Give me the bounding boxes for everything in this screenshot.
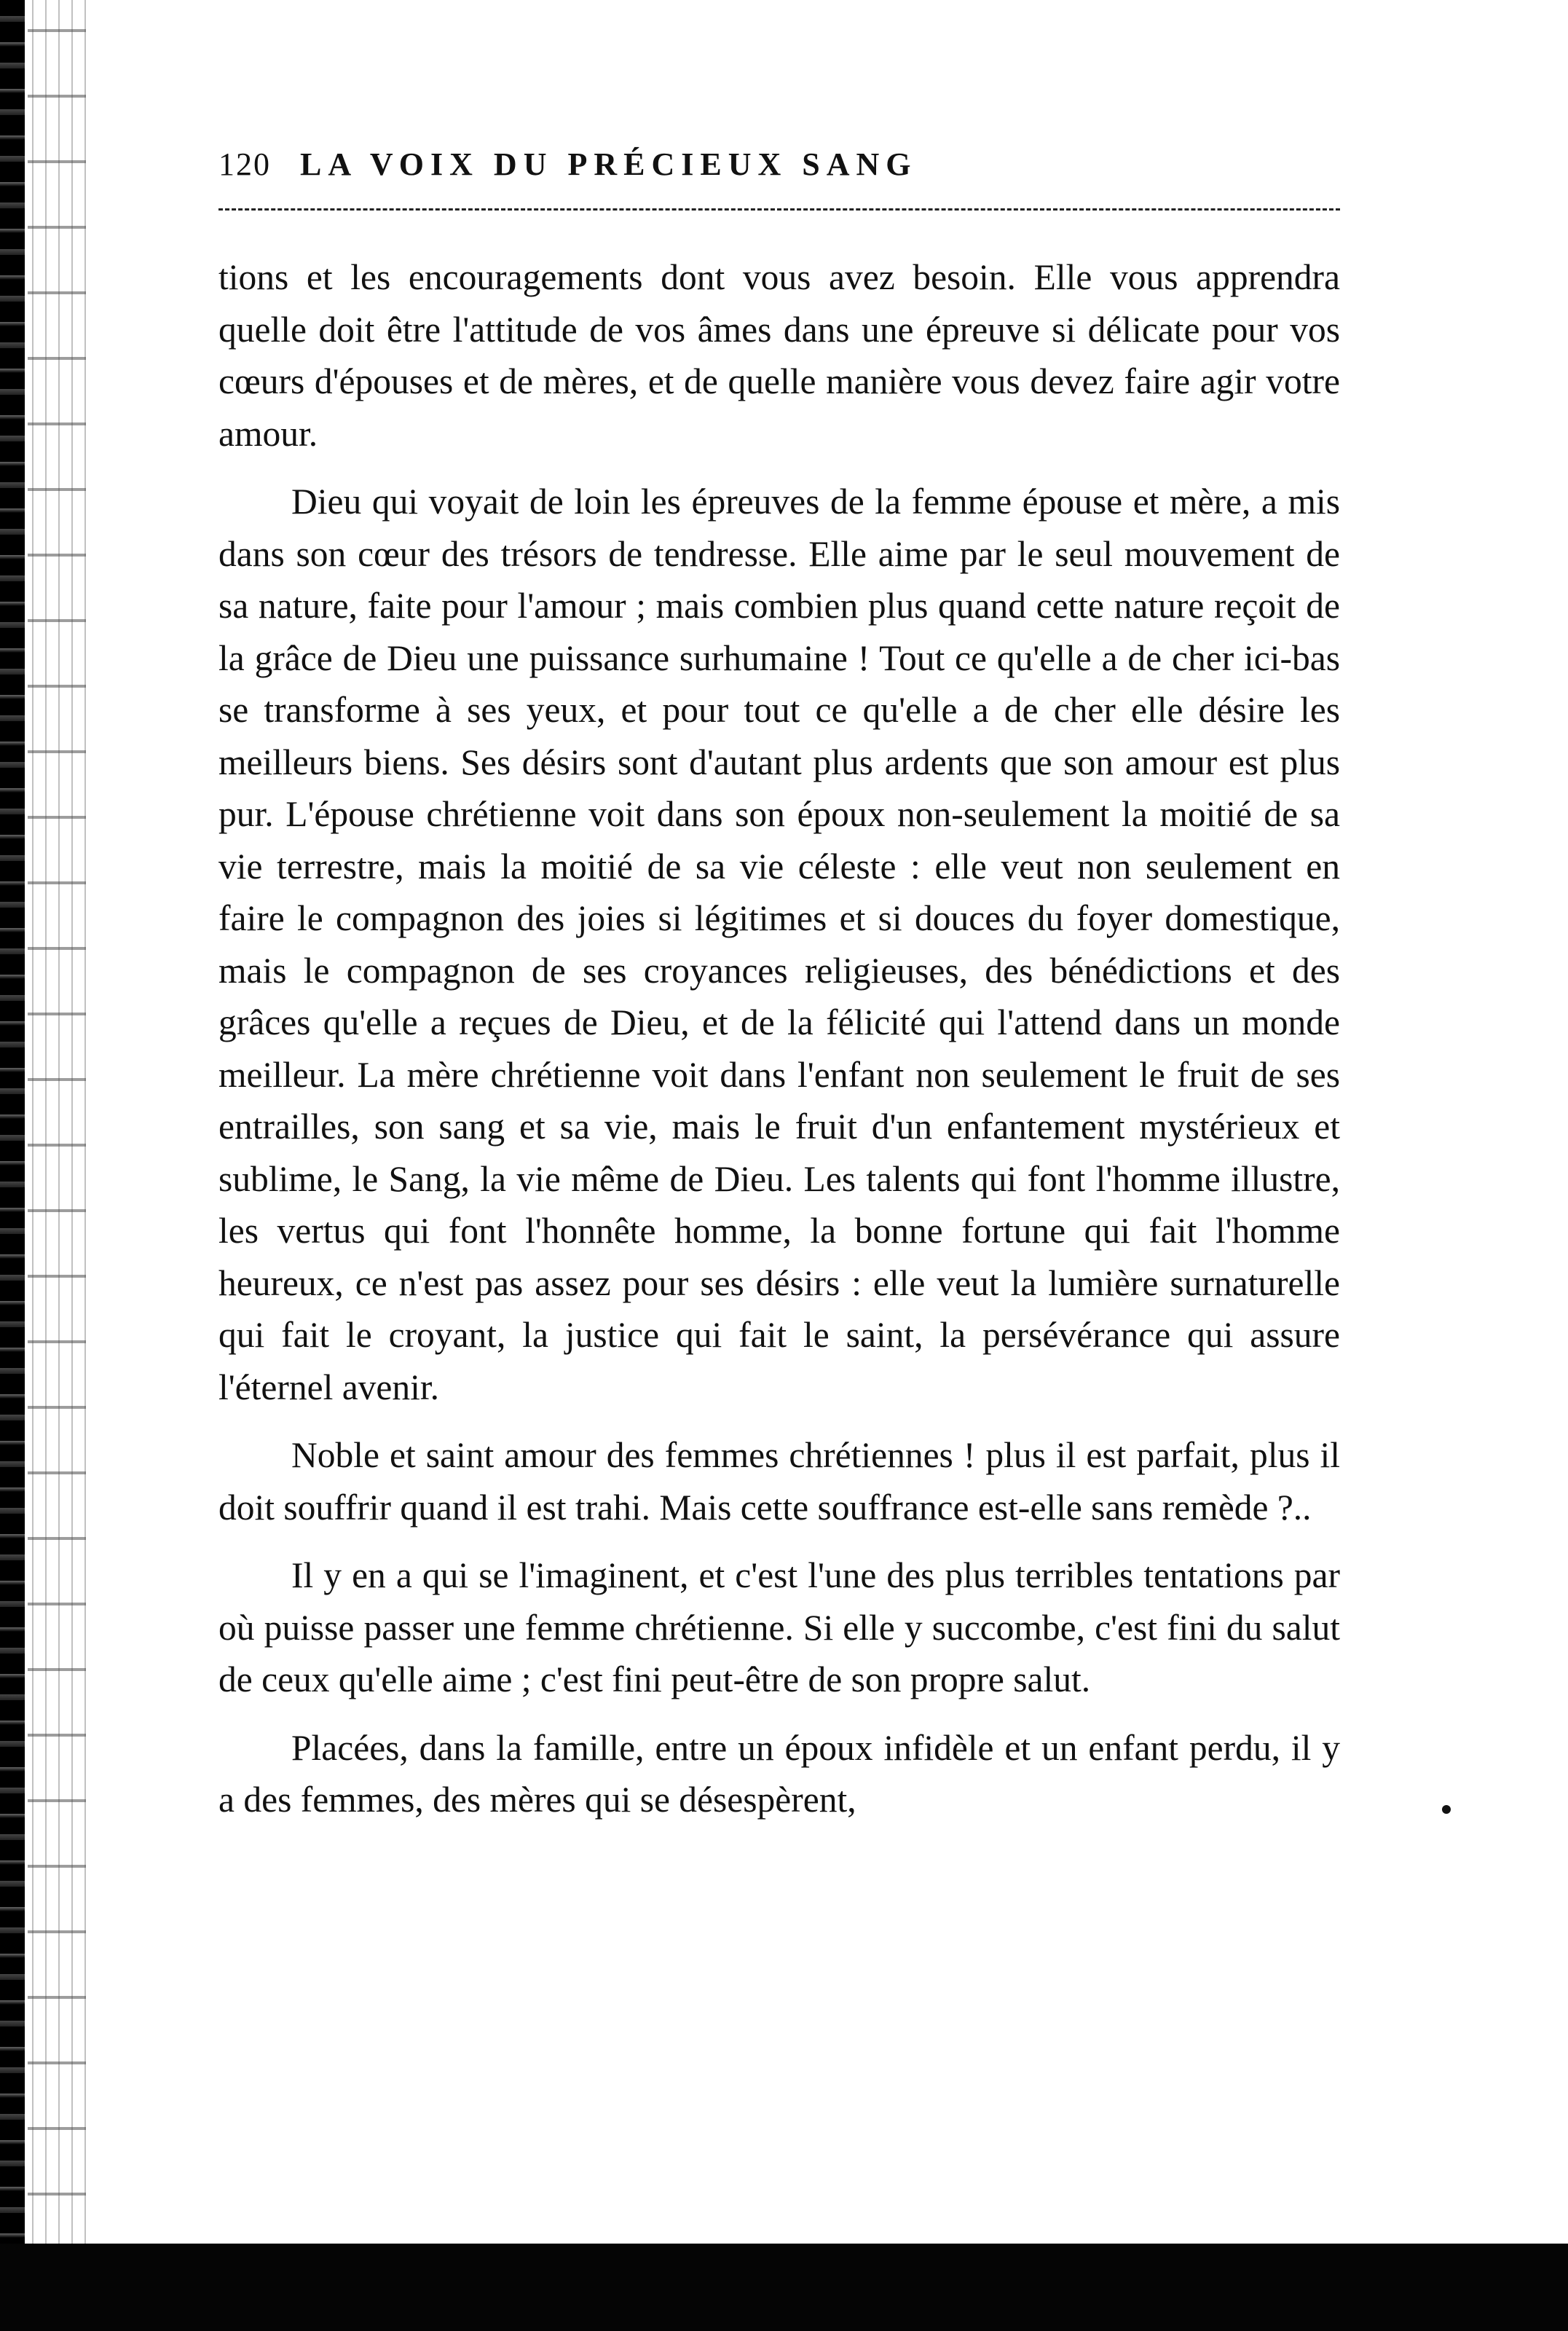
book-page: [218, 146, 1340, 1842]
scan-binding-noise: [28, 0, 86, 2331]
margin-speck: [1442, 1805, 1451, 1814]
paragraph-3: Noble et saint amour des femmes chrétiennes ! plus il est parfait, plus il doit souffrir quand il est trahi. Mais cette souffrance est-elle sans remède ?..: [218, 1435, 1340, 1528]
body-text: [218, 251, 1340, 1826]
paragraph-4: Il y en a qui se l'imaginent, et c'est l'une des plus terribles tentations par où puisse passer une femme chrétienne. Si elle y succombe, c'est fini du salut de ceux qu'elle aime ; c'est fini peut-être de son propre salut.: [218, 1555, 1340, 1699]
running-title: LA VOIX DU PRÉCIEUX SANG: [300, 146, 918, 182]
header-rule: [218, 208, 1340, 211]
paragraph-1: tions et les encouragements dont vous avez besoin. Elle vous apprendra quelle doit être l'attitude de vos âmes dans une épreuve si délicate pour vos cœurs d'épouses et de mères, et de quelle manière vous devez faire agir votre amour.: [218, 257, 1340, 454]
scan-binding-edge: [0, 0, 25, 2331]
scan-bottom-edge: [0, 2244, 1568, 2331]
paragraph-5: Placées, dans la famille, entre un époux infidèle et un enfant perdu, il y a des femmes, des mères qui se désespèrent,: [218, 1727, 1340, 1820]
page-header: [218, 146, 1340, 204]
page-number: 120: [218, 146, 271, 182]
paragraph-2: Dieu qui voyait de loin les épreuves de la femme épouse et mère, a mis dans son cœur des trésors de tendresse. Elle aime par le seul mouvement de sa nature, faite pour l'amour ; mais combien plus quand cette nature reçoit de la grâce de Dieu une puissance surhumaine ! Tout ce qu'elle a de cher ici-bas se transforme à ses yeux, et pour tout ce qu'elle a de cher elle désire les meilleurs biens. Ses désirs sont d'autant plus ardents que son amour est plus pur. L'épouse chrétienne voit dans son époux non-seulement la moitié de sa vie terrestre, mais la moitié de sa vie céleste : elle veut non seulement en faire le compagnon des joies si légitimes et si douces du foyer domestique, mais le compagnon de ses croyances religieuses, des bénédictions et des grâces qu'elle a reçues de Dieu, et de la félicité qui l'attend dans un monde meilleur. La mère chrétienne voit dans l'enfant non seulement le fruit de ses entrailles, son sang et sa vie, mais le fruit d'un enfantement mystérieux et sublime, le Sang, la vie même de Dieu. Les talents qui font l'homme illustre, les vertus qui font l'honnête homme, la bonne fortune qui fait l'homme heureux, ce n'est pas assez pour ses désirs : elle veut la lumière surnaturelle qui fait le croyant, la justice qui fait le saint, la persévérance qui assure l'éternel avenir.: [218, 481, 1340, 1407]
